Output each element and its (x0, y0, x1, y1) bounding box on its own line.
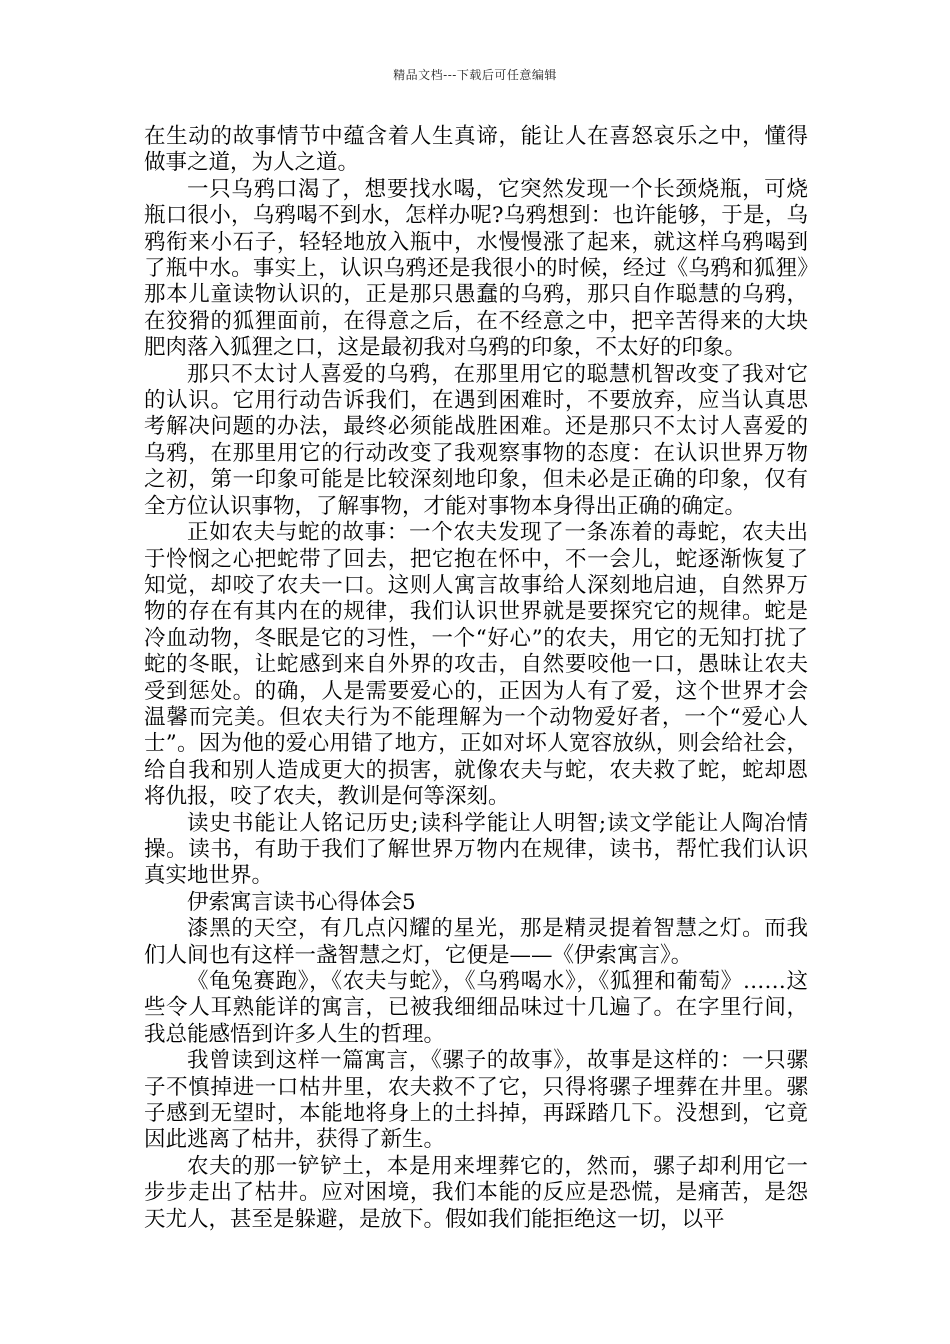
page-header: 精品文档---下载后可任意编辑 (393, 68, 557, 82)
paragraph: 读史书能让人铭记历史;读科学能让人明智;读文学能让人陶冶情操。读书，有助于我们了解世界万物内在规律，读书，帮忙我们认识真实地世界。 (144, 810, 808, 889)
paragraph: 农夫的那一铲铲土，本是用来埋葬它的，然而，骡子却利用它一步步走出了枯井。应对困境，我们本能的反应是恐慌，是痛苦，是怨天尤人，甚至是躲避，是放下。假如我们能拒绝这一切，以平 (144, 1153, 808, 1232)
paragraph: 正如农夫与蛇的故事：一个农夫发现了一条冻着的毒蛇，农夫出于怜悯之心把蛇带了回去，把它抱在怀中，不一会儿，蛇逐渐恢复了知觉，却咬了农夫一口。这则人寓言故事给人深刻地启迪，自然界万物的存在有其内在的规律，我们认识世界就是要探究它的规律。蛇是冷血动物，冬眠是它的习性，一个“好心”的农夫，用它的无知打扰了蛇的冬眠，让蛇感到来自外界的攻击，自然要咬他一口，愚昧让农夫受到惩处。的确，人是需要爱心的，正因为人有了爱，这个世界才会温馨而完美。但农夫行为不能理解为一个动物爱好者，一个“爱心人士”。因为他的爱心用错了地方，正如对坏人宽容放纵，则会给社会，给自我和别人造成更大的损害，就像农夫与蛇，农夫救了蛇，蛇却恩将仇报，咬了农夫，教训是何等深刻。 (144, 520, 808, 810)
section-heading: 伊索寓言读书心得体会5 (187, 889, 416, 915)
paragraph: 那只不太讨人喜爱的乌鸦，在那里用它的聪慧机智改变了我对它的认识。它用行动告诉我们，在遇到困难时，不要放弃，应当认真思考解决问题的办法，最终必须能战胜困难。还是那只不太讨人喜爱的乌鸦，在那里用它的行动改变了我观察事物的态度：在认识世界万物之初，第一印象可能是比较深刻地印象，但未必是正确的印象，仅有全方位认识事物，了解事物，才能对事物本身得出正确的确定。 (144, 361, 808, 519)
paragraph: 漆黑的天空，有几点闪耀的星光，那是精灵提着智慧之灯。而我们人间也有这样一盏智慧之灯，它便是——《伊索寓言》。 (144, 916, 808, 968)
paragraph: 我曾读到这样一篇寓言，《骡子的故事》，故事是这样的：一只骡子不慎掉进一口枯井里，农夫救不了它，只得将骡子埋葬在井里。骡子感到无望时，本能地将身上的土抖掉，再踩踏几下。没想到，它竟因此逃离了枯井，获得了新生。 (144, 1048, 808, 1153)
paragraph: 《龟兔赛跑》，《农夫与蛇》，《乌鸦喝水》，《狐狸和葡萄》……这些令人耳熟能详的寓言，已被我细细品味过十几遍了。在字里行间，我总能感悟到许多人生的哲理。 (144, 969, 808, 1047)
paragraph: 一只乌鸦口渴了，想要找水喝，它突然发现一个长颈烧瓶，可烧瓶口很小，乌鸦喝不到水，怎样办呢?乌鸦想到：也许能够，于是，乌鸦衔来小石子，轻轻地放入瓶中，水慢慢涨了起来，就这样乌鸦喝到了瓶中水。事实上，认识乌鸦还是我很小的时候，经过《乌鸦和狐狸》那本儿童读物认识的，正是那只愚蠢的乌鸦，那只自作聪慧的乌鸦，在狡猾的狐狸面前，在得意之后，在不经意之中，把辛苦得来的大块肥肉落入狐狸之口，这是最初我对乌鸦的印象，不太好的印象。 (144, 176, 808, 361)
document-body (144, 124, 808, 1233)
paragraph: 在生动的故事情节中蕴含着人生真谛，能让人在喜怒哀乐之中，懂得做事之道，为人之道。 (144, 124, 808, 176)
